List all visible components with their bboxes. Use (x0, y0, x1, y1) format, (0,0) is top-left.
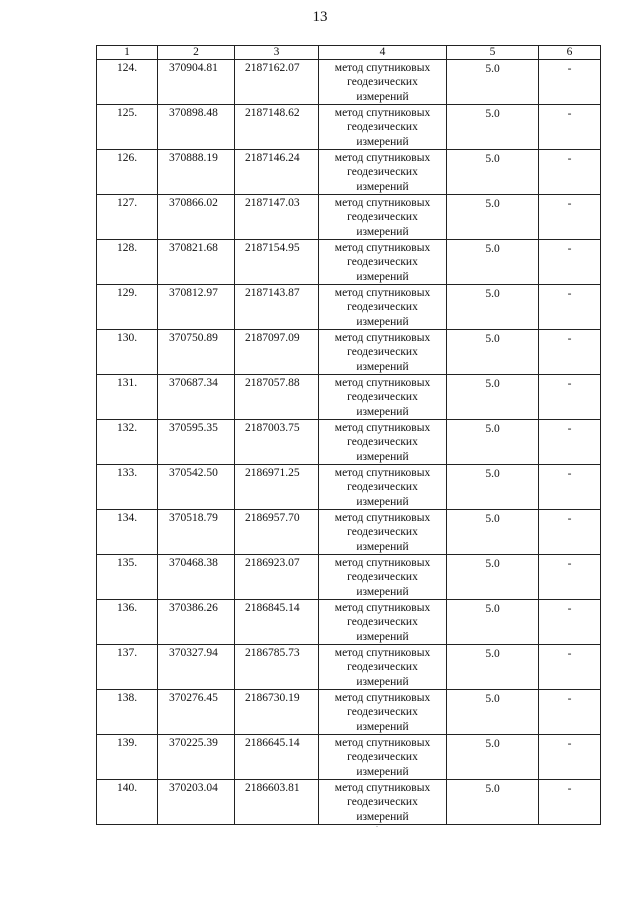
accuracy-cell: 5.0 (447, 735, 539, 780)
note-cell: - (539, 105, 601, 150)
row-number-cell: 129. (97, 285, 158, 330)
note-cell: - (539, 420, 601, 465)
accuracy-cell: 5.0 (447, 150, 539, 195)
table-row (97, 600, 601, 645)
table-row (97, 150, 601, 195)
x-coordinate-cell: 370898.48 (158, 105, 235, 150)
note-cell: - (539, 510, 601, 555)
method-cell: метод спутниковых геодезических измерений (319, 735, 447, 780)
method-cell: метод спутниковых геодезических измерений (319, 645, 447, 690)
x-coordinate-cell: 370888.19 (158, 150, 235, 195)
x-coordinate-cell: 370203.04 (158, 780, 235, 825)
accuracy-cell: 5.0 (447, 330, 539, 375)
y-coordinate-cell: 2187143.87 (235, 285, 319, 330)
accuracy-cell: 5.0 (447, 375, 539, 420)
note-cell: - (539, 735, 601, 780)
x-coordinate-cell: 370687.34 (158, 375, 235, 420)
method-cell: метод спутниковых геодезических измерений (319, 375, 447, 420)
accuracy-cell: 5.0 (447, 645, 539, 690)
accuracy-cell: 5.0 (447, 195, 539, 240)
table-header (97, 46, 601, 60)
x-coordinate-cell: 370595.35 (158, 420, 235, 465)
table-row (97, 420, 601, 465)
x-coordinate-cell: 370542.50 (158, 465, 235, 510)
x-coordinate-cell: 370904.81 (158, 60, 235, 105)
method-cell: метод спутниковых геодезических измерений (319, 195, 447, 240)
header-col-3: 3 (235, 46, 319, 60)
row-number-cell: 125. (97, 105, 158, 150)
header-col-4: 4 (319, 46, 447, 60)
method-cell: метод спутниковых геодезических измерений (319, 690, 447, 735)
header-col-1: 1 (97, 46, 158, 60)
y-coordinate-cell: 2186845.14 (235, 600, 319, 645)
accuracy-cell: 5.0 (447, 60, 539, 105)
y-coordinate-cell: 2186785.73 (235, 645, 319, 690)
y-coordinate-cell: 2186957.70 (235, 510, 319, 555)
method-cell: метод спутниковых геодезических измерений (319, 60, 447, 105)
note-cell: - (539, 60, 601, 105)
table-row (97, 510, 601, 555)
header-row (97, 46, 601, 60)
table-row (97, 645, 601, 690)
accuracy-cell: 5.0 (447, 690, 539, 735)
accuracy-cell: 5.0 (447, 240, 539, 285)
y-coordinate-cell: 2187146.24 (235, 150, 319, 195)
note-cell: - (539, 240, 601, 285)
table-row (97, 330, 601, 375)
accuracy-cell: 5.0 (447, 105, 539, 150)
note-cell: - (539, 330, 601, 375)
x-coordinate-cell: 370821.68 (158, 240, 235, 285)
row-number-cell: 128. (97, 240, 158, 285)
accuracy-cell: 5.0 (447, 285, 539, 330)
method-cell: метод спутниковых геодезических измерений (319, 600, 447, 645)
row-number-cell: 126. (97, 150, 158, 195)
method-cell: метод спутниковых геодезических измерений (319, 240, 447, 285)
note-cell: - (539, 375, 601, 420)
y-coordinate-cell: 2186603.81 (235, 780, 319, 825)
note-cell: - (539, 555, 601, 600)
scan-speck (376, 826, 378, 827)
x-coordinate-cell: 370518.79 (158, 510, 235, 555)
y-coordinate-cell: 2186971.25 (235, 465, 319, 510)
accuracy-cell: 5.0 (447, 600, 539, 645)
method-cell: метод спутниковых геодезических измерений (319, 420, 447, 465)
note-cell: - (539, 465, 601, 510)
method-cell: метод спутниковых геодезических измерений (319, 555, 447, 600)
row-number-cell: 134. (97, 510, 158, 555)
x-coordinate-cell: 370327.94 (158, 645, 235, 690)
table-row (97, 240, 601, 285)
method-cell: метод спутниковых геодезических измерений (319, 285, 447, 330)
x-coordinate-cell: 370812.97 (158, 285, 235, 330)
row-number-cell: 139. (97, 735, 158, 780)
table-row (97, 555, 601, 600)
x-coordinate-cell: 370386.26 (158, 600, 235, 645)
y-coordinate-cell: 2186923.07 (235, 555, 319, 600)
x-coordinate-cell: 370225.39 (158, 735, 235, 780)
y-coordinate-cell: 2187057.88 (235, 375, 319, 420)
y-coordinate-cell: 2187097.09 (235, 330, 319, 375)
coordinates-table (96, 45, 601, 825)
y-coordinate-cell: 2187154.95 (235, 240, 319, 285)
table-row (97, 285, 601, 330)
y-coordinate-cell: 2187162.07 (235, 60, 319, 105)
note-cell: - (539, 600, 601, 645)
note-cell: - (539, 150, 601, 195)
x-coordinate-cell: 370276.45 (158, 690, 235, 735)
table-row (97, 105, 601, 150)
row-number-cell: 132. (97, 420, 158, 465)
accuracy-cell: 5.0 (447, 555, 539, 600)
row-number-cell: 138. (97, 690, 158, 735)
note-cell: - (539, 690, 601, 735)
y-coordinate-cell: 2186645.14 (235, 735, 319, 780)
accuracy-cell: 5.0 (447, 510, 539, 555)
x-coordinate-cell: 370750.89 (158, 330, 235, 375)
row-number-cell: 135. (97, 555, 158, 600)
accuracy-cell: 5.0 (447, 420, 539, 465)
method-cell: метод спутниковых геодезических измерений (319, 780, 447, 825)
row-number-cell: 127. (97, 195, 158, 240)
header-col-5: 5 (447, 46, 539, 60)
method-cell: метод спутниковых геодезических измерений (319, 150, 447, 195)
row-number-cell: 133. (97, 465, 158, 510)
note-cell: - (539, 645, 601, 690)
table-row (97, 690, 601, 735)
table-row (97, 60, 601, 105)
accuracy-cell: 5.0 (447, 780, 539, 825)
method-cell: метод спутниковых геодезических измерений (319, 510, 447, 555)
header-col-2: 2 (158, 46, 235, 60)
row-number-cell: 136. (97, 600, 158, 645)
row-number-cell: 140. (97, 780, 158, 825)
method-cell: метод спутниковых геодезических измерений (319, 105, 447, 150)
x-coordinate-cell: 370866.02 (158, 195, 235, 240)
table-row (97, 375, 601, 420)
coordinates-table-container (96, 45, 601, 825)
header-col-6: 6 (539, 46, 601, 60)
accuracy-cell: 5.0 (447, 465, 539, 510)
y-coordinate-cell: 2187147.03 (235, 195, 319, 240)
row-number-cell: 130. (97, 330, 158, 375)
y-coordinate-cell: 2186730.19 (235, 690, 319, 735)
note-cell: - (539, 780, 601, 825)
table-row (97, 780, 601, 825)
method-cell: метод спутниковых геодезических измерений (319, 330, 447, 375)
row-number-cell: 124. (97, 60, 158, 105)
note-cell: - (539, 285, 601, 330)
row-number-cell: 137. (97, 645, 158, 690)
table-body (97, 60, 601, 825)
table-row (97, 465, 601, 510)
page-number: 13 (312, 9, 328, 25)
table-row (97, 195, 601, 240)
y-coordinate-cell: 2187148.62 (235, 105, 319, 150)
note-cell: - (539, 195, 601, 240)
method-cell: метод спутниковых геодезических измерений (319, 465, 447, 510)
y-coordinate-cell: 2187003.75 (235, 420, 319, 465)
row-number-cell: 131. (97, 375, 158, 420)
table-row (97, 735, 601, 780)
x-coordinate-cell: 370468.38 (158, 555, 235, 600)
